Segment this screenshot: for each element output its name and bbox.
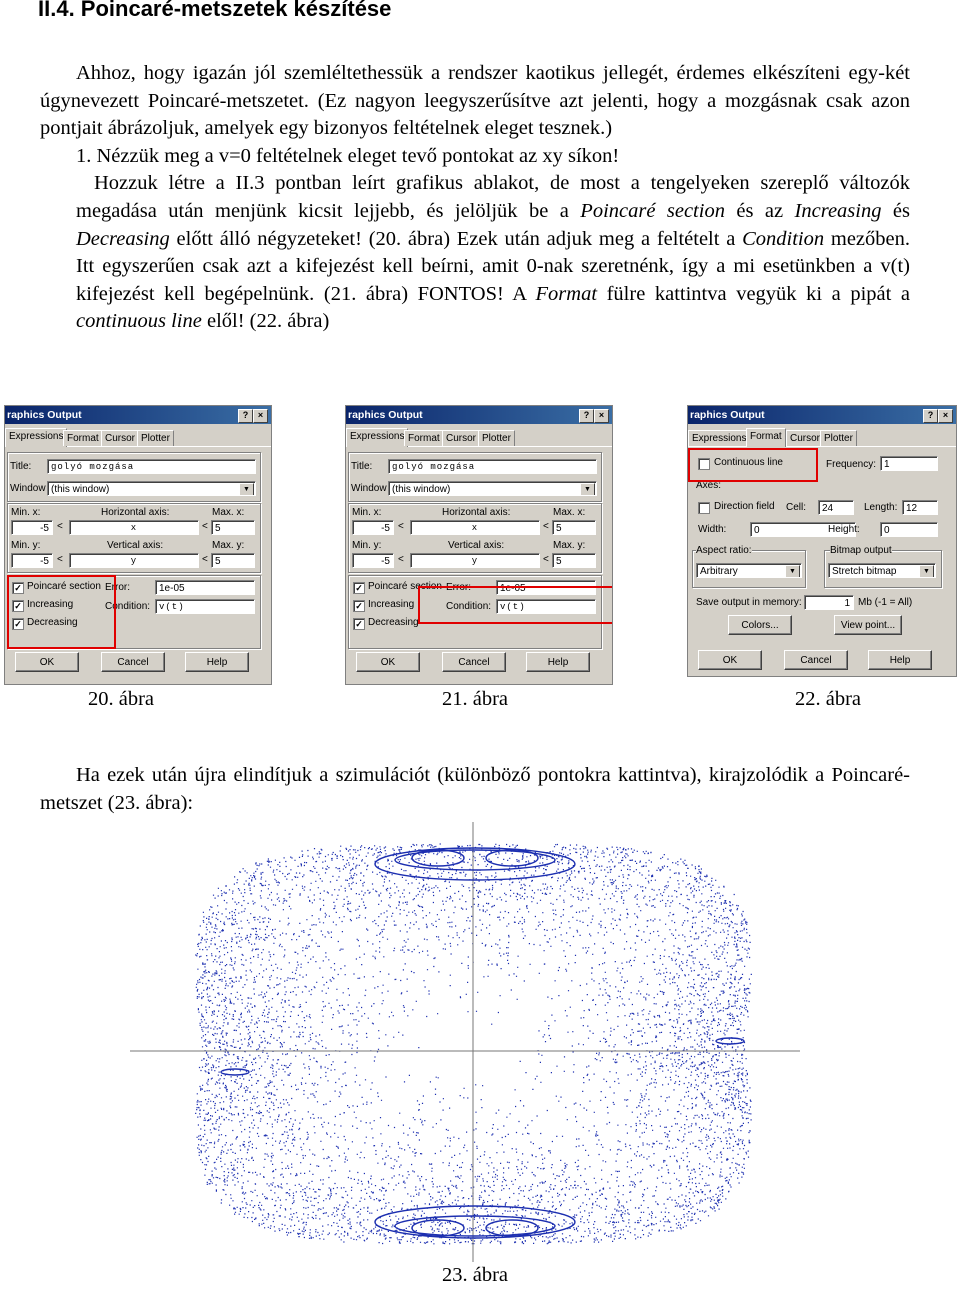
frequency-field[interactable]: 1: [880, 456, 938, 471]
chevron-down-icon[interactable]: ▼: [239, 483, 254, 496]
max-y-label: Max. y:: [212, 540, 245, 551]
height-field[interactable]: 0: [880, 522, 938, 537]
arrow-left-icon[interactable]: <: [57, 554, 63, 565]
tab-expressions[interactable]: Expressions: [346, 428, 408, 447]
help-title-button[interactable]: ?: [579, 409, 594, 423]
arrow-left-icon[interactable]: <: [543, 554, 549, 565]
max-x-label: Max. x:: [212, 507, 245, 518]
arrow-left-icon[interactable]: <: [543, 521, 549, 532]
title-field[interactable]: golyó mozgása: [47, 459, 256, 474]
island-left: [221, 1069, 249, 1075]
error-field[interactable]: 1e-05: [155, 580, 255, 595]
cancel-button[interactable]: Cancel: [101, 652, 165, 672]
tab-cursor[interactable]: Cursor: [786, 430, 824, 446]
island-bottom-right: [486, 1220, 538, 1236]
direction-field-checkbox[interactable]: [698, 502, 710, 514]
increasing-label: Increasing: [368, 599, 415, 610]
min-y-label: Min. y:: [352, 540, 382, 551]
max-y-field[interactable]: 5: [211, 553, 255, 568]
aspect-ratio-label: Aspect ratio:: [696, 545, 752, 556]
close-title-button[interactable]: ×: [938, 409, 953, 423]
increasing-label: Increasing: [27, 599, 74, 610]
arrow-left-icon[interactable]: <: [57, 521, 63, 532]
min-x-field[interactable]: -5: [352, 520, 394, 535]
cell-field[interactable]: 24: [818, 500, 854, 515]
max-x-field[interactable]: 5: [552, 520, 596, 535]
tab-format[interactable]: Format: [746, 428, 786, 447]
vertical-axis-field[interactable]: y: [69, 553, 199, 568]
window-label: Window: [351, 483, 387, 494]
save-memory-label: Save output in memory:: [696, 597, 802, 608]
chevron-down-icon[interactable]: ▼: [580, 483, 595, 496]
help-button[interactable]: Help: [868, 650, 932, 670]
title-label: Title:: [10, 461, 32, 472]
min-y-field[interactable]: -5: [11, 553, 53, 568]
decreasing-label: Decreasing: [368, 617, 419, 628]
highlight-condition: [418, 586, 613, 624]
tab-format[interactable]: Format: [63, 430, 103, 446]
intro-paragraph: Ahhoz, hogy igazán jól szemléltethessük a rendszer kaotikus jellegét, érdemes elkészíteni egy-két úgynevezett Poincaré-metszetet. (Ez nagyon leegyszerűsítve azt jelenti, hogy a mozgásnak csak azon pontjait ábrázoljuk, amelyek egy bizonyos feltételnek eleget tesznek.): [40, 62, 910, 140]
vertical-axis-field[interactable]: y: [410, 553, 540, 568]
title-label: Title:: [351, 461, 373, 472]
figure-caption-21: 21. ábra: [442, 688, 509, 710]
error-label: Error:: [446, 582, 471, 593]
dialog-title: raphics Output: [688, 406, 956, 424]
help-title-button[interactable]: ?: [238, 409, 253, 423]
tab-bar: [688, 428, 956, 447]
figure-caption-22: 22. ábra: [795, 688, 862, 710]
chevron-down-icon[interactable]: ▼: [919, 565, 934, 578]
bitmap-output-label: Bitmap output: [830, 545, 892, 556]
window-select[interactable]: (this window) ▼: [388, 481, 597, 496]
length-label: Length:: [864, 502, 898, 513]
aspect-ratio-select[interactable]: Arbitrary ▼: [696, 563, 802, 578]
highlight-continuous-line: [688, 448, 818, 482]
close-title-button[interactable]: ×: [253, 409, 268, 423]
poincare-section-label: Poincaré section: [27, 581, 101, 592]
arrow-left-icon[interactable]: <: [202, 521, 208, 532]
cell-label: Cell:: [786, 502, 807, 513]
increasing-checkbox[interactable]: ✓: [353, 600, 365, 612]
decreasing-checkbox[interactable]: ✓: [353, 618, 365, 630]
title-field[interactable]: golyó mozgása: [388, 459, 597, 474]
min-y-label: Min. y:: [11, 540, 41, 551]
figure-caption-20: 20. ábra: [88, 688, 155, 710]
increasing-checkbox[interactable]: ✓: [12, 600, 24, 612]
window-label: Window: [10, 483, 46, 494]
width-field[interactable]: 0: [750, 522, 856, 537]
arrow-left-icon[interactable]: <: [398, 554, 404, 565]
error-field[interactable]: 1e-05: [496, 580, 596, 595]
frequency-label: Frequency:: [826, 459, 877, 470]
cancel-button[interactable]: Cancel: [784, 650, 848, 670]
island-top-right: [486, 850, 538, 866]
height-label: Height:: [828, 524, 860, 535]
length-field[interactable]: 12: [902, 500, 938, 515]
help-button[interactable]: Help: [185, 652, 249, 672]
horizontal-axis-field[interactable]: x: [410, 520, 540, 535]
island-right: [716, 1038, 744, 1044]
max-x-label: Max. x:: [553, 507, 586, 518]
cancel-button[interactable]: Cancel: [442, 652, 506, 672]
help-button[interactable]: Help: [526, 652, 590, 672]
tab-format[interactable]: Format: [404, 430, 444, 446]
tab-expressions[interactable]: Expressions: [688, 430, 750, 446]
error-label: Error:: [105, 582, 130, 593]
poincare-section-checkbox[interactable]: ✓: [12, 582, 24, 594]
tab-plotter[interactable]: Plotter: [820, 430, 857, 446]
tab-bar: [5, 428, 271, 447]
arrow-left-icon[interactable]: <: [202, 554, 208, 565]
max-y-field[interactable]: 5: [552, 553, 596, 568]
horizontal-axis-field[interactable]: x: [69, 520, 199, 535]
island-top-1: [375, 848, 575, 880]
continuous-line-label: Continuous line: [714, 457, 783, 468]
figure-caption-23: 23. ábra: [442, 1264, 509, 1286]
graphics-output-dialog-fig21: [345, 405, 613, 685]
ok-button[interactable]: OK: [15, 652, 79, 672]
graphics-output-dialog-fig22: [687, 405, 957, 677]
tab-cursor[interactable]: Cursor: [101, 430, 139, 446]
tab-cursor[interactable]: Cursor: [442, 430, 480, 446]
point-cloud-path: [195, 844, 752, 1244]
ok-button[interactable]: OK: [698, 650, 762, 670]
vertical-axis-label: Vertical axis:: [448, 540, 505, 551]
tab-plotter[interactable]: Plotter: [478, 430, 515, 446]
result-paragraph: Ha ezek után újra elindítjuk a szimulációt (különböző pontokra kattintva), kirajzolódik a Poincaré-metszet (23. ábra):: [40, 764, 910, 814]
arrow-left-icon[interactable]: <: [398, 521, 404, 532]
window-select[interactable]: (this window) ▼: [47, 481, 256, 496]
view-point-button[interactable]: View point...: [834, 615, 902, 635]
tab-expressions[interactable]: Expressions: [5, 428, 67, 447]
width-label: Width:: [698, 524, 727, 535]
condition-field[interactable]: v(t): [496, 599, 596, 614]
chevron-down-icon[interactable]: ▼: [785, 565, 800, 578]
tab-plotter[interactable]: Plotter: [137, 430, 174, 446]
list-item-1: 1. Nézzük meg a v=0 feltételnek eleget tevő pontokat az xy síkon!: [76, 144, 620, 167]
horizontal-axis-label: Horizontal axis:: [101, 507, 170, 518]
instruction-paragraph: Hozzuk létre a II.3 pontban leírt grafikus ablakot, de most a tengelyeken szereplő változók megadása után menjünk kicsit lejjebb, és jelöljük be a Poincaré section és az Increasing és Decreasing előtt álló négyzeteket! (20. ábra) Ezek után adjuk meg a feltételt a Condition mezőben. Itt egyszerűen csak azt a kifejezést kell beírni, amit 0-nak szeretnénk, így a mi esetünkben a v(t) kifejezést kell begépelnünk. (21. ábra) FONTOS! A Format fülre kattintva vegyük ki a pipát a continuous line elől! (22. ábra): [76, 172, 910, 333]
condition-label: Condition:: [446, 601, 492, 612]
intro-paragraphs: [40, 60, 910, 336]
decreasing-label: Decreasing: [27, 617, 78, 628]
min-x-label: Min. x:: [11, 507, 41, 518]
decreasing-checkbox[interactable]: ✓: [12, 618, 24, 630]
section-heading: II.4. Poincaré-metszetek készítése: [38, 0, 392, 21]
max-y-label: Max. y:: [553, 540, 586, 551]
condition-field[interactable]: v(t): [155, 599, 255, 614]
save-memory-field[interactable]: 1: [804, 595, 854, 610]
condition-label: Condition:: [105, 601, 151, 612]
dialog-title: raphics Output: [5, 406, 271, 424]
ok-button[interactable]: OK: [356, 652, 420, 672]
direction-field-label: Direction field: [714, 501, 775, 512]
poincare-point-cloud: [195, 844, 752, 1244]
island-bottom-1: [375, 1206, 575, 1238]
vertical-axis-label: Vertical axis:: [107, 540, 164, 551]
poincare-section-label: Poincaré section: [368, 581, 442, 592]
min-y-field[interactable]: -5: [352, 553, 394, 568]
colors-button[interactable]: Colors...: [728, 615, 792, 635]
min-x-label: Min. x:: [352, 507, 382, 518]
min-x-field[interactable]: -5: [11, 520, 53, 535]
tab-bar: [346, 428, 612, 447]
highlight-checkboxes: [7, 575, 116, 649]
memory-unit-label: Mb (-1 = All): [858, 597, 913, 608]
help-title-button[interactable]: ?: [923, 409, 938, 423]
poincare-plot: [130, 822, 800, 1262]
close-title-button[interactable]: ×: [594, 409, 609, 423]
bitmap-output-select[interactable]: Stretch bitmap ▼: [828, 563, 936, 578]
max-x-field[interactable]: 5: [211, 520, 255, 535]
horizontal-axis-label: Horizontal axis:: [442, 507, 511, 518]
poincare-section-checkbox[interactable]: ✓: [353, 582, 365, 594]
axes-label: Axes:: [696, 480, 722, 491]
graphics-output-dialog-fig20: [4, 405, 272, 685]
dialog-title: raphics Output: [346, 406, 612, 424]
